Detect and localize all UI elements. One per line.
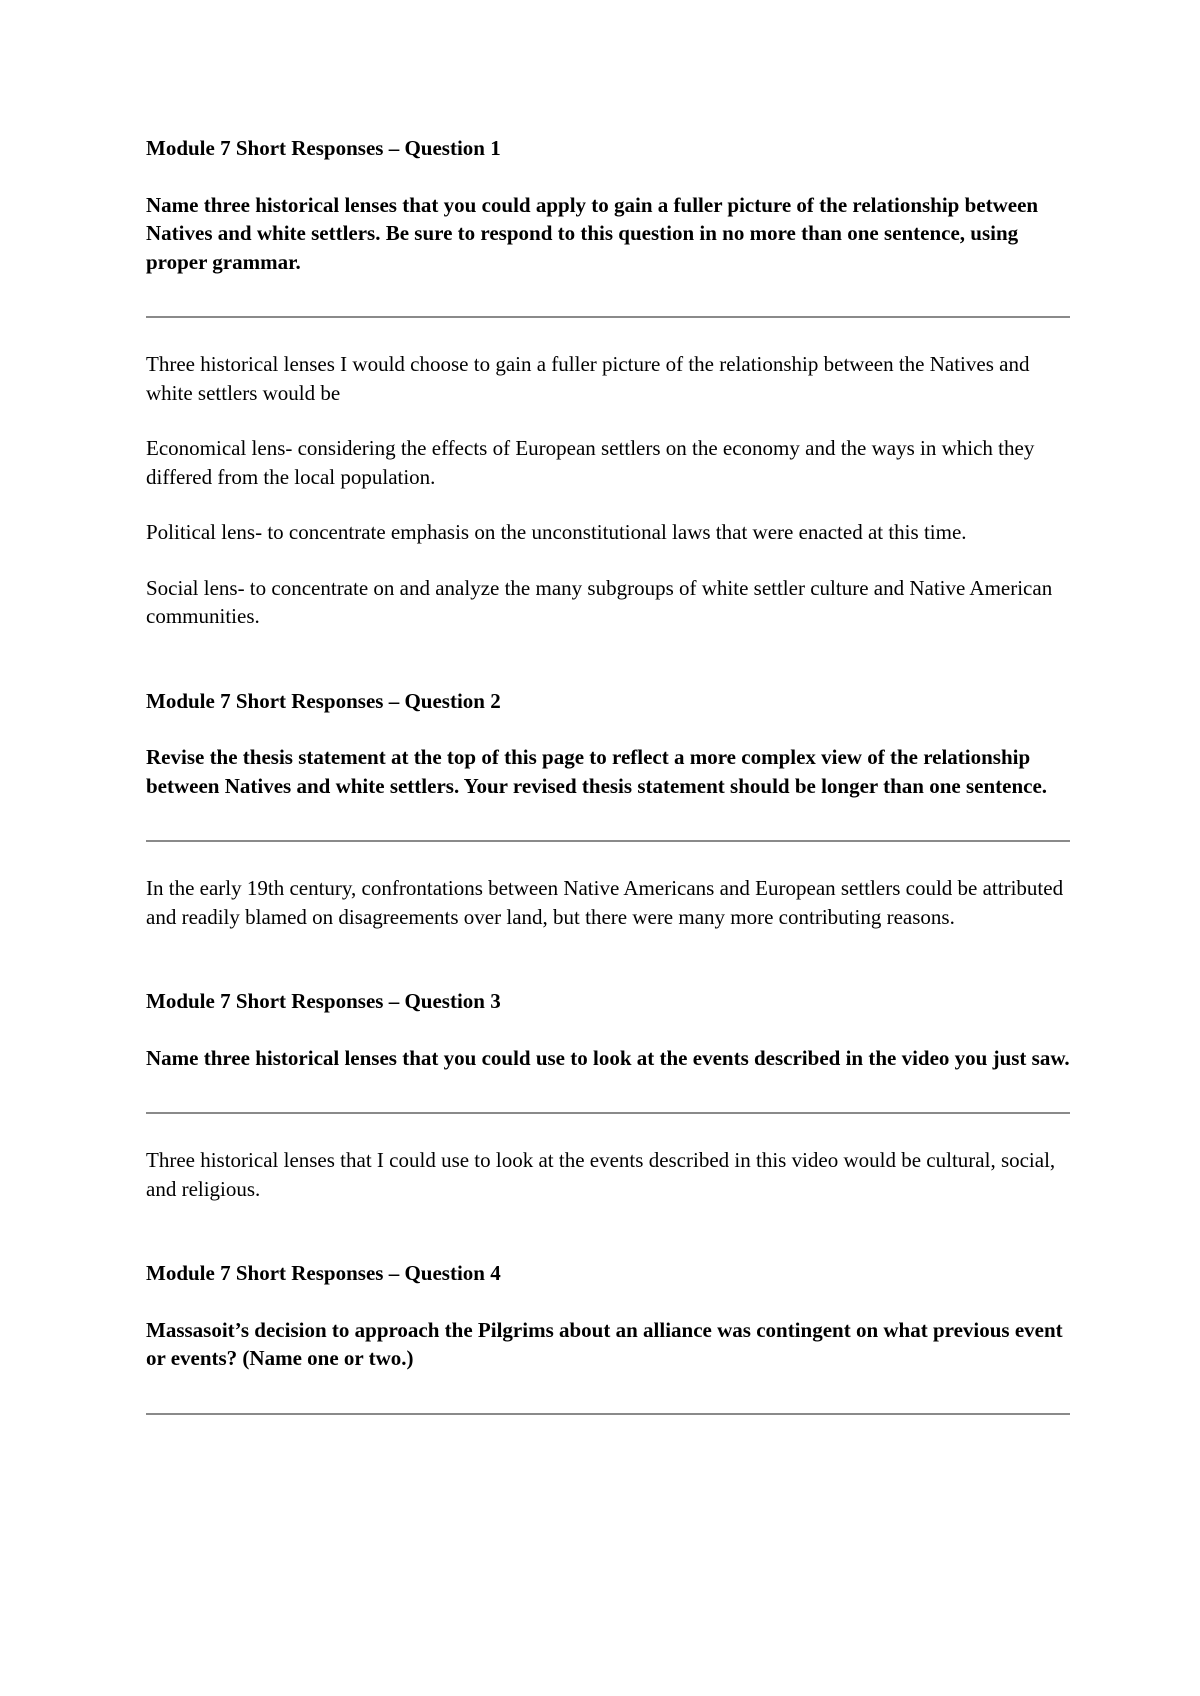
question-1-answer-political: Political lens- to concentrate emphasis on the unconstitutional laws that were enacted at this time.: [146, 520, 967, 544]
question-4-prompt: Massasoit’s decision to approach the Pilgrims about an alliance was contingent on what previous event or events? (Name one or two.): [146, 1317, 1063, 1370]
answer-divider-2: [146, 840, 1070, 842]
answer-divider-1: [146, 316, 1070, 318]
question-3-heading: Module 7 Short Responses – Question 3: [146, 989, 501, 1013]
question-3-answer: Three historical lenses that I could use to look at the events described in this video would be cultural, social, and religious.: [146, 1148, 1056, 1201]
answer-divider-4: [146, 1413, 1070, 1415]
question-2-prompt: Revise the thesis statement at the top of this page to reflect a more complex view of the relationship between Natives and white settlers. Your revised thesis statement should be longer than one sentence.: [146, 745, 1048, 798]
question-1-heading: Module 7 Short Responses – Question 1: [146, 136, 501, 160]
question-4-heading: Module 7 Short Responses – Question 4: [146, 1261, 501, 1285]
question-1-answer-intro: Three historical lenses I would choose to gain a fuller picture of the relationship between the Natives and white settlers would be: [146, 352, 1030, 405]
answer-divider-3: [146, 1112, 1070, 1114]
question-3-prompt: Name three historical lenses that you could use to look at the events described in the video you just saw.: [146, 1045, 1070, 1070]
question-2-heading: Module 7 Short Responses – Question 2: [146, 688, 501, 713]
question-1-answer-economic: Economical lens- considering the effects of European settlers on the economy and the ways in which they differed from the local population.: [146, 436, 1035, 489]
question-1-prompt: Name three historical lenses that you could apply to gain a fuller picture of the relationship between Natives and white settlers. Be sure to respond to this question in no more than one sentence, using proper grammar.: [146, 192, 1039, 274]
document-page: [146, 134, 1070, 1415]
question-1-answer-social: Social lens- to concentrate on and analyze the many subgroups of white settler culture and Native American communities.: [146, 575, 1053, 628]
question-2-answer: In the early 19th century, confrontations between Native Americans and European settlers could be attributed and readily blamed on disagreements over land, but there were many more contributing reasons.: [146, 876, 1064, 929]
